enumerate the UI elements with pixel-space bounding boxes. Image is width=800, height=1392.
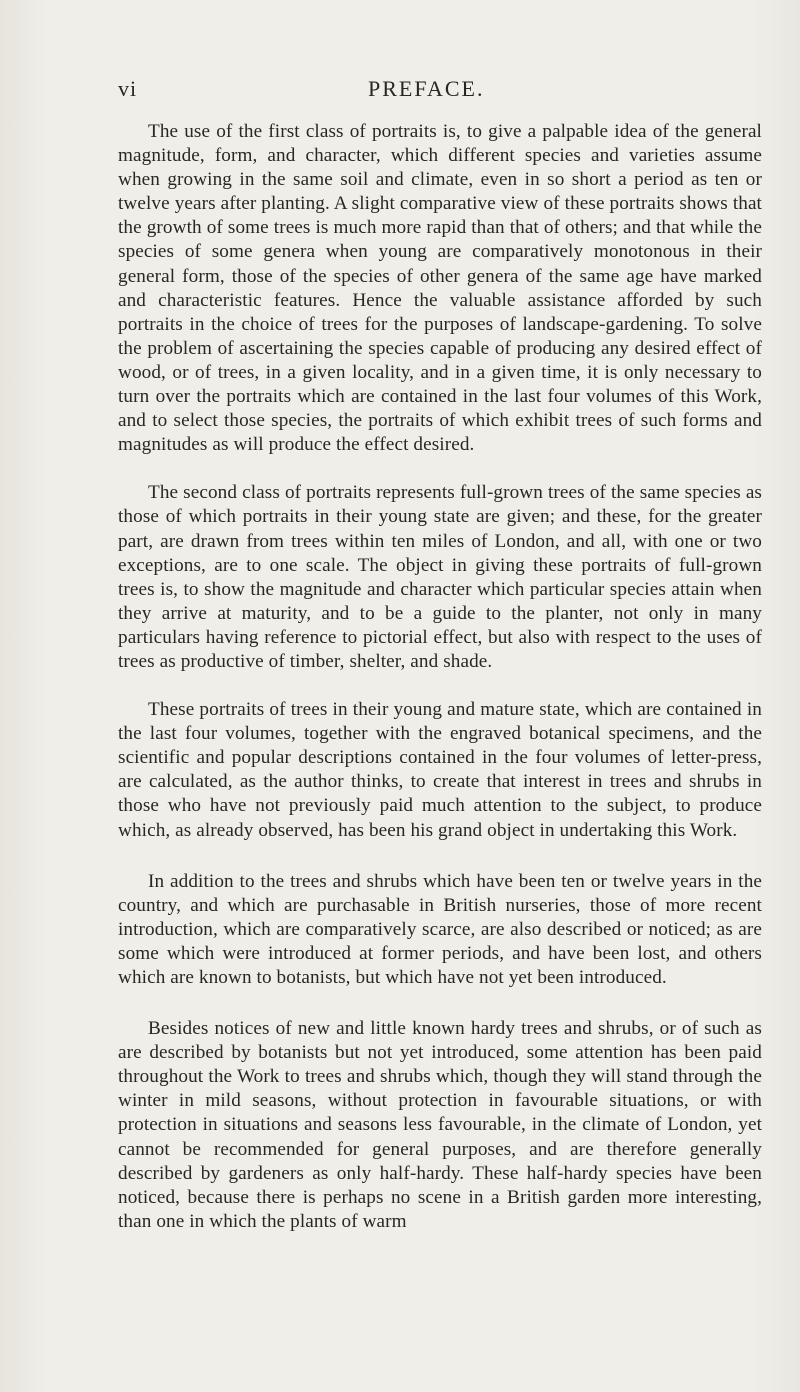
- paragraph-young-and-mature: These portraits of trees in their young and mature state, which are contained in the last four volumes, together with the engraved botanical specimens, and the scientific and popular descriptions contained in the four volumes of letter-press, are calculated, as the author thinks, to create that interest in trees and shrubs in those who have not previously paid much attention to the subject, to produce which, as already observed, has been his grand object in undertaking this Work.: [118, 699, 762, 841]
- running-title: PREFACE.: [368, 76, 485, 101]
- paragraph-second-class-portraits: The second class of portraits represents full-grown trees of the same species as those of which portraits in their young state are given; and these, for the greater part, are drawn from trees within ten miles of London, and all, with one or two exceptions, are to one scale. The object in giving these portraits of full-grown trees is, to show the magnitude and character which particular species attain when they arrive at maturity, and to be a guide to the planter, not only in many particulars having reference to pictorial effect, but also with respect to the uses of trees as productive of timber, shelter, and shade.: [118, 482, 762, 672]
- running-head: [118, 76, 758, 106]
- body-text: [118, 120, 762, 1258]
- paragraph-additional-trees: In addition to the trees and shrubs which have been ten or twelve years in the country, and which are purchasable in British nurseries, those of more recent introduction, which are comparatively scarce, are also described or noticed; as are some which were introduced at former periods, and have been lost, and others which are known to botanists, but which have not yet been introduced.: [118, 870, 762, 988]
- page-number: vi: [118, 76, 138, 101]
- paragraph-half-hardy: Besides notices of new and little known hardy trees and shrubs, or of such as are described by botanists but not yet introduced, some attention has been paid throughout the Work to trees and shrubs which, though they will stand through the winter in mild seasons, without protection in favourable situations, or with protection in situations and seasons less favourable, in the climate of London, yet cannot be recommended for general purposes, and are therefore generally described by gardeners as only half-hardy. These half-hardy species have been noticed, because there is perhaps no scene in a British garden more interesting, than one in which the plants of warm: [118, 1018, 762, 1232]
- paragraph-first-class-portraits: The use of the first class of portraits is, to give a palpable idea of the general magnitude, form, and character, which different species and varieties assume when growing in the same soil and climate, even in so short a period as ten or twelve years after planting. A slight comparative view of these portraits shows that the growth of some trees is much more rapid than that of others; and that while the species of some genera when young are comparatively monotonous in their general form, those of the species of other genera of the same age have marked and characteristic features. Hence the valuable assistance afforded by such portraits in the choice of trees for the purposes of landscape-gardening. To solve the problem of ascertaining the species capable of producing any desired effect of wood, or of trees, in a given locality, and in a given time, it is only necessary to turn over the portraits which are contained in the last four volumes of this Work, and to select those species, the portraits of which exhibit trees of such forms and magnitudes as will produce the effect desired.: [118, 121, 762, 456]
